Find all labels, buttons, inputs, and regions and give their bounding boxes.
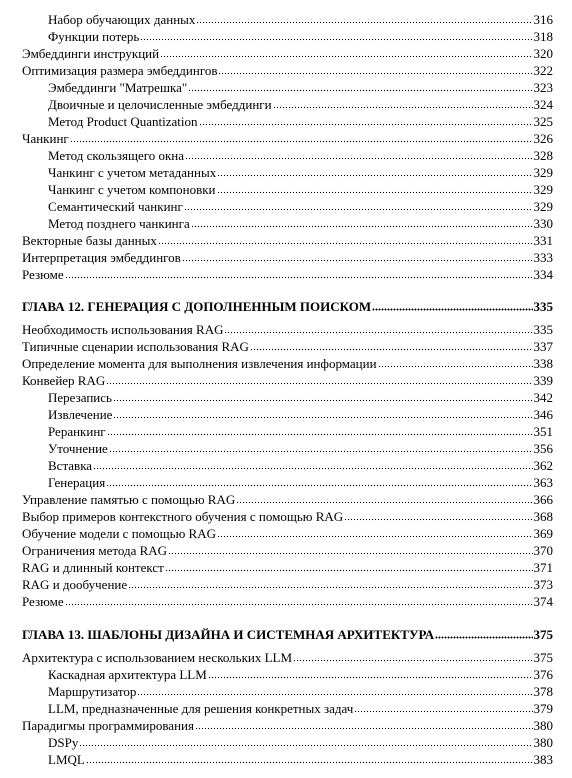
dot-leader xyxy=(106,484,532,487)
toc-entry-title: Резюме xyxy=(22,267,64,282)
toc-entry-title: LLM, предназначенные для решения конкретных задач xyxy=(48,701,354,716)
toc-entry-title: Оптимизация размера эмбеддингов xyxy=(22,63,218,78)
toc-entry[interactable] xyxy=(48,665,553,682)
dot-leader xyxy=(86,761,533,764)
dot-leader xyxy=(184,208,533,211)
toc-entry[interactable] xyxy=(22,248,553,265)
dot-leader xyxy=(107,433,533,436)
toc-entry-page-number: 334 xyxy=(533,267,553,282)
toc-entry-title: Каскадная архитектура LLM xyxy=(48,667,207,682)
dot-leader xyxy=(273,106,533,109)
toc-entry[interactable] xyxy=(48,146,553,163)
toc-entry-page-number: 380 xyxy=(533,718,553,733)
toc-entry-title: LMQL xyxy=(48,752,85,767)
dot-leader xyxy=(113,416,532,419)
toc-chapter-heading[interactable] xyxy=(22,625,553,642)
toc-entry-title: Типичные сценарии использования RAG xyxy=(22,339,249,354)
toc-entry[interactable] xyxy=(22,558,553,575)
toc-entry-page-number: 374 xyxy=(533,594,553,609)
toc-entry-page-number: 379 xyxy=(533,701,553,716)
toc-entry-title: Необходимость использования RAG xyxy=(22,322,224,337)
toc-entry[interactable] xyxy=(22,337,553,354)
toc-entry[interactable] xyxy=(48,750,553,767)
toc-entry-page-number: 378 xyxy=(533,684,553,699)
dot-leader xyxy=(182,259,533,262)
toc-entry[interactable] xyxy=(48,682,553,699)
toc-entry-page-number: 342 xyxy=(533,390,553,405)
toc-entry-page-number: 346 xyxy=(533,407,553,422)
toc-entry-page-number: 333 xyxy=(533,250,553,265)
dot-leader xyxy=(65,276,533,279)
dot-leader xyxy=(106,382,532,385)
toc-entry[interactable] xyxy=(48,27,553,44)
toc-entry-title: Вставка xyxy=(48,458,93,473)
dot-leader xyxy=(217,535,533,538)
toc-entry[interactable] xyxy=(48,422,553,439)
toc-entry[interactable] xyxy=(48,388,553,405)
toc-entry-title: Метод скользящего окна xyxy=(48,148,185,163)
toc-entry-title: Эмбеддинги "Матрешка" xyxy=(48,80,188,95)
toc-entry-page-number: 383 xyxy=(533,752,553,767)
toc-entry-page-number: 368 xyxy=(533,509,553,524)
toc-entry-page-number: 337 xyxy=(533,339,553,354)
toc-entry-title: Парадигмы программирования xyxy=(22,718,194,733)
toc-entry-title: Управление памятью с помощью RAG xyxy=(22,492,236,507)
toc-entry[interactable] xyxy=(22,716,553,733)
toc-entry-page-number: 335 xyxy=(533,299,553,314)
toc-entry-title: Ограничения метода RAG xyxy=(22,543,168,558)
toc-entry-page-number: 366 xyxy=(533,492,553,507)
dot-leader xyxy=(293,659,532,662)
dot-leader xyxy=(168,552,532,555)
toc-entry[interactable] xyxy=(48,214,553,231)
toc-entry-page-number: 326 xyxy=(533,131,553,146)
toc-entry-page-number: 339 xyxy=(533,373,553,388)
toc-entry-page-number: 323 xyxy=(533,80,553,95)
dot-leader xyxy=(109,450,533,453)
dot-leader xyxy=(137,693,532,696)
dot-leader xyxy=(93,467,532,470)
toc-entry-title: ГЛАВА 13. ШАБЛОНЫ ДИЗАЙНА И СИСТЕМНАЯ АРХИТЕКТУРА xyxy=(22,627,435,642)
toc-entry-title: Двоичные и целочисленные эмбеддинги xyxy=(48,97,272,112)
toc-entry-page-number: 329 xyxy=(533,182,553,197)
toc-entry[interactable] xyxy=(22,320,553,337)
toc-entry-page-number: 362 xyxy=(533,458,553,473)
dot-leader xyxy=(250,348,533,351)
toc-entry-page-number: 363 xyxy=(533,475,553,490)
toc-entry-title: Семантический чанкинг xyxy=(48,199,183,214)
dot-leader xyxy=(208,676,533,679)
dot-leader xyxy=(199,123,533,126)
toc-entry-page-number: 371 xyxy=(533,560,553,575)
toc-entry[interactable] xyxy=(22,575,553,592)
toc-entry[interactable] xyxy=(22,524,553,541)
dot-leader xyxy=(217,191,533,194)
toc-entry[interactable] xyxy=(22,354,553,371)
toc-entry[interactable] xyxy=(48,78,553,95)
toc-entry-title: Маршрутизатор xyxy=(48,684,137,699)
toc-entry[interactable] xyxy=(48,197,553,214)
toc-entry-title: Резюме xyxy=(22,594,64,609)
toc-entry-title: Уточнение xyxy=(48,441,108,456)
dot-leader xyxy=(224,331,532,334)
toc-entry-title: Генерация xyxy=(48,475,106,490)
toc-entry-title: Обучение модели с помощью RAG xyxy=(22,526,216,541)
dot-leader xyxy=(160,55,532,58)
toc-entry-title: ГЛАВА 12. ГЕНЕРАЦИЯ С ДОПОЛНЕННЫМ ПОИСКОМ xyxy=(22,299,372,314)
dot-leader xyxy=(236,501,532,504)
dot-leader xyxy=(185,157,532,160)
toc-entry-page-number: 325 xyxy=(533,114,553,129)
toc-entry-page-number: 356 xyxy=(533,441,553,456)
dot-leader xyxy=(79,744,532,747)
dot-leader xyxy=(140,38,532,41)
dot-leader xyxy=(435,636,532,639)
toc-entry[interactable] xyxy=(48,699,553,716)
dot-leader xyxy=(165,569,533,572)
toc-entry[interactable] xyxy=(22,541,553,558)
toc-entry-page-number: 338 xyxy=(533,356,553,371)
toc-entry[interactable] xyxy=(22,44,553,61)
toc-entry-page-number: 351 xyxy=(533,424,553,439)
toc-chapter-heading[interactable] xyxy=(22,297,553,314)
toc-entry-title: RAG и дообучение xyxy=(22,577,128,592)
dot-leader xyxy=(65,603,533,606)
dot-leader xyxy=(344,518,532,521)
toc-entry[interactable] xyxy=(48,456,553,473)
toc-entry[interactable] xyxy=(22,371,553,388)
dot-leader xyxy=(196,21,532,24)
toc-entry[interactable] xyxy=(22,61,553,78)
toc-entry-title: Извлечение xyxy=(48,407,113,422)
toc-entry-page-number: 375 xyxy=(533,650,553,665)
toc-entry[interactable] xyxy=(22,231,553,248)
dot-leader xyxy=(158,242,533,245)
dot-leader xyxy=(378,365,533,368)
toc-entry[interactable] xyxy=(22,265,553,282)
dot-leader xyxy=(188,89,532,92)
toc-entry[interactable] xyxy=(22,592,553,609)
toc-entry-title: Интерпретация эмбеддингов xyxy=(22,250,181,265)
toc-entry-title: Чанкинг с учетом компоновки xyxy=(48,182,216,197)
toc-entry[interactable] xyxy=(48,733,553,750)
toc-entry[interactable] xyxy=(22,129,553,146)
toc-entry-title: Метод Product Quantization xyxy=(48,114,198,129)
dot-leader xyxy=(354,710,532,713)
toc-entry-title: Эмбеддинги инструкций xyxy=(22,46,160,61)
dot-leader xyxy=(113,399,533,402)
toc-entry[interactable] xyxy=(48,180,553,197)
toc-entry-title: Векторные базы данных xyxy=(22,233,157,248)
toc-entry-page-number: 330 xyxy=(533,216,553,231)
toc-entry-title: Набор обучающих данных xyxy=(48,12,196,27)
toc-entry[interactable] xyxy=(22,490,553,507)
toc-entry-page-number: 329 xyxy=(533,199,553,214)
toc-entry[interactable] xyxy=(48,112,553,129)
toc-entry-title: DSPy xyxy=(48,735,79,750)
toc-entry-page-number: 335 xyxy=(533,322,553,337)
dot-leader xyxy=(191,225,533,228)
toc-entry-page-number: 320 xyxy=(533,46,553,61)
toc-entry-title: Функции потерь xyxy=(48,29,140,44)
toc-entry-page-number: 375 xyxy=(533,627,553,642)
dot-leader xyxy=(195,727,533,730)
toc-entry-title: Чанкинг с учетом метаданных xyxy=(48,165,217,180)
toc-entry-page-number: 373 xyxy=(533,577,553,592)
toc-entry-title: RAG и длинный контекст xyxy=(22,560,164,575)
toc-entry-title: Перезапись xyxy=(48,390,112,405)
toc-entry-title: Реранкинг xyxy=(48,424,106,439)
toc-entry[interactable] xyxy=(48,405,553,422)
toc-entry-page-number: 322 xyxy=(533,63,553,78)
toc-entry-title: Метод позднего чанкинга xyxy=(48,216,190,231)
toc-entry-page-number: 328 xyxy=(533,148,553,163)
toc-entry-title: Выбор примеров контекстного обучения с помощью RAG xyxy=(22,509,344,524)
toc-entry-page-number: 380 xyxy=(533,735,553,750)
toc-entry[interactable] xyxy=(48,473,553,490)
toc-entry[interactable] xyxy=(48,163,553,180)
toc-entry-page-number: 369 xyxy=(533,526,553,541)
toc-entry[interactable] xyxy=(48,95,553,112)
toc-entry-title: Архитектура с использованием нескольких LLM xyxy=(22,650,293,665)
dot-leader xyxy=(218,72,532,75)
dot-leader xyxy=(128,586,532,589)
toc-entry-page-number: 370 xyxy=(533,543,553,558)
toc-entry[interactable] xyxy=(48,10,553,27)
toc-entry[interactable] xyxy=(22,648,553,665)
dot-leader xyxy=(372,308,532,311)
toc-entry[interactable] xyxy=(48,439,553,456)
toc-entry-page-number: 316 xyxy=(533,12,553,27)
toc-entry-page-number: 318 xyxy=(533,29,553,44)
toc-entry[interactable] xyxy=(22,507,553,524)
toc-entry-page-number: 376 xyxy=(533,667,553,682)
toc-entry-page-number: 331 xyxy=(533,233,553,248)
toc-entry-page-number: 329 xyxy=(533,165,553,180)
toc-entry-page-number: 324 xyxy=(533,97,553,112)
dot-leader xyxy=(70,140,533,143)
dot-leader xyxy=(217,174,532,177)
toc-entry-title: Конвейер RAG xyxy=(22,373,106,388)
toc-entry-title: Определение момента для выполнения извлечения информации xyxy=(22,356,377,371)
toc-entry-title: Чанкинг xyxy=(22,131,69,146)
